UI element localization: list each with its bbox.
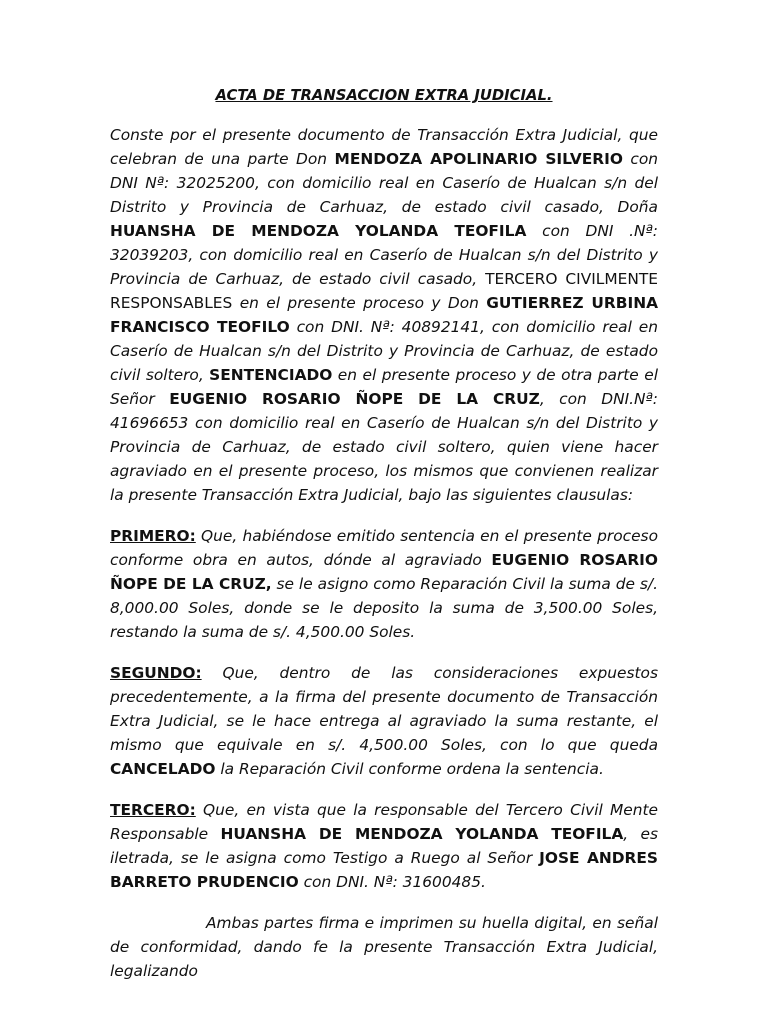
clause-tercero-text-1: Que, en vista que la responsable del Tercero Civil Mente Responsable (110, 801, 658, 843)
intro-text-1: Conste por el presente documento de Transacción Extra Judicial, que celebran de una parte Don (110, 126, 658, 168)
clause-primero (110, 524, 658, 644)
party-name-gutierrez: GUTIERREZ URBINA FRANCISCO TEOFILO (110, 294, 658, 336)
clause-tercero-label: TERCERO: (110, 801, 196, 819)
document-title: ACTA DE TRANSACCION EXTRA JUDICIAL. (215, 87, 553, 104)
intro-text-4: en el presente proceso y Don (232, 294, 487, 312)
clause-segundo-text-2: la Reparación Civil conforme ordena la sentencia. (215, 760, 604, 778)
sentenciado-label: SENTENCIADO (209, 366, 333, 384)
clause-primero-label: PRIMERO: (110, 527, 196, 545)
intro-text-5: con DNI. Nª: 40892141, con domicilio real en Caserío de Hualcan s/n del Distrito y Provincia de Carhuaz, de estado civil soltero, (110, 318, 658, 384)
clause-tercero-text-2: , es iletrada, se le asigna como Testigo a Ruego al Señor (110, 825, 659, 867)
clause-tercero (110, 798, 658, 894)
clause-segundo-text-1: Que, dentro de las consideraciones expuestos precedentemente, a la firma del presente documento de Transacción Extra Judicial, se le hace entrega al agraviado la suma restante, el mismo que equivale en s/. 4,500.00 Soles, con lo que queda (110, 664, 658, 754)
tercero-civil-label: TERCERO CIVILMENTE RESPONSABLES (110, 270, 658, 312)
clause-primero-party: EUGENIO ROSARIO ÑOPE DE LA CRUZ, (110, 551, 658, 593)
clause-segundo (110, 661, 658, 781)
witness-name: JOSE ANDRES BARRETO PRUDENCIO (110, 849, 658, 891)
clause-tercero-party: HUANSHA DE MENDOZA YOLANDA TEOFILA (220, 825, 624, 843)
intro-paragraph (110, 123, 658, 507)
closing-text: Ambas partes firma e imprimen su huella digital, en señal de conformidad, dando fe la presente Transacción Extra Judicial, legalizando (110, 914, 658, 980)
party-name-eugenio: EUGENIO ROSARIO ÑOPE DE LA CRUZ (169, 390, 540, 408)
clause-primero-text-2: se le asigno como Reparación Civil la suma de s/. 8,000.00 Soles, donde se le deposito la suma de 3,500.00 Soles, restando la suma de s/. 4,500.00 Soles. (110, 575, 658, 641)
party-name-mendoza: MENDOZA APOLINARIO SILVERIO (334, 150, 623, 168)
intro-text-3: con DNI .Nª: 32039203, con domicilio real en Caserío de Hualcan s/n del Distrito y Provincia de Carhuaz, de estado civil casado, (110, 222, 658, 288)
clause-primero-text-1: Que, habiéndose emitido sentencia en el presente proceso conforme obra en autos, dónde al agraviado (110, 527, 658, 569)
document-body (110, 85, 658, 1000)
clause-tercero-text-3: con DNI. Nª: 31600485. (298, 873, 486, 891)
clause-segundo-label: SEGUNDO: (110, 664, 202, 682)
intro-text-6: en el presente proceso y de otra parte el Señor (110, 366, 658, 408)
cancelado-label: CANCELADO (110, 760, 216, 778)
intro-text-2: con DNI Nª: 32025200, con domicilio real en Caserío de Hualcan s/n del Distrito y Provincia de Carhuaz, de estado civil casado, Doña (110, 150, 659, 216)
intro-text-7: , con DNI.Nª: 41696653 con domicilio real en Caserío de Hualcan s/n del Distrito y Provincia de Carhuaz, de estado civil soltero, quien viene hacer agraviado en el presente proceso, los mismos que convienen realizar la presente Transacción Extra Judicial, bajo las siguientes clausulas: (110, 390, 658, 504)
closing-paragraph (110, 911, 658, 983)
party-name-huansha: HUANSHA DE MENDOZA YOLANDA TEOFILA (110, 222, 527, 240)
